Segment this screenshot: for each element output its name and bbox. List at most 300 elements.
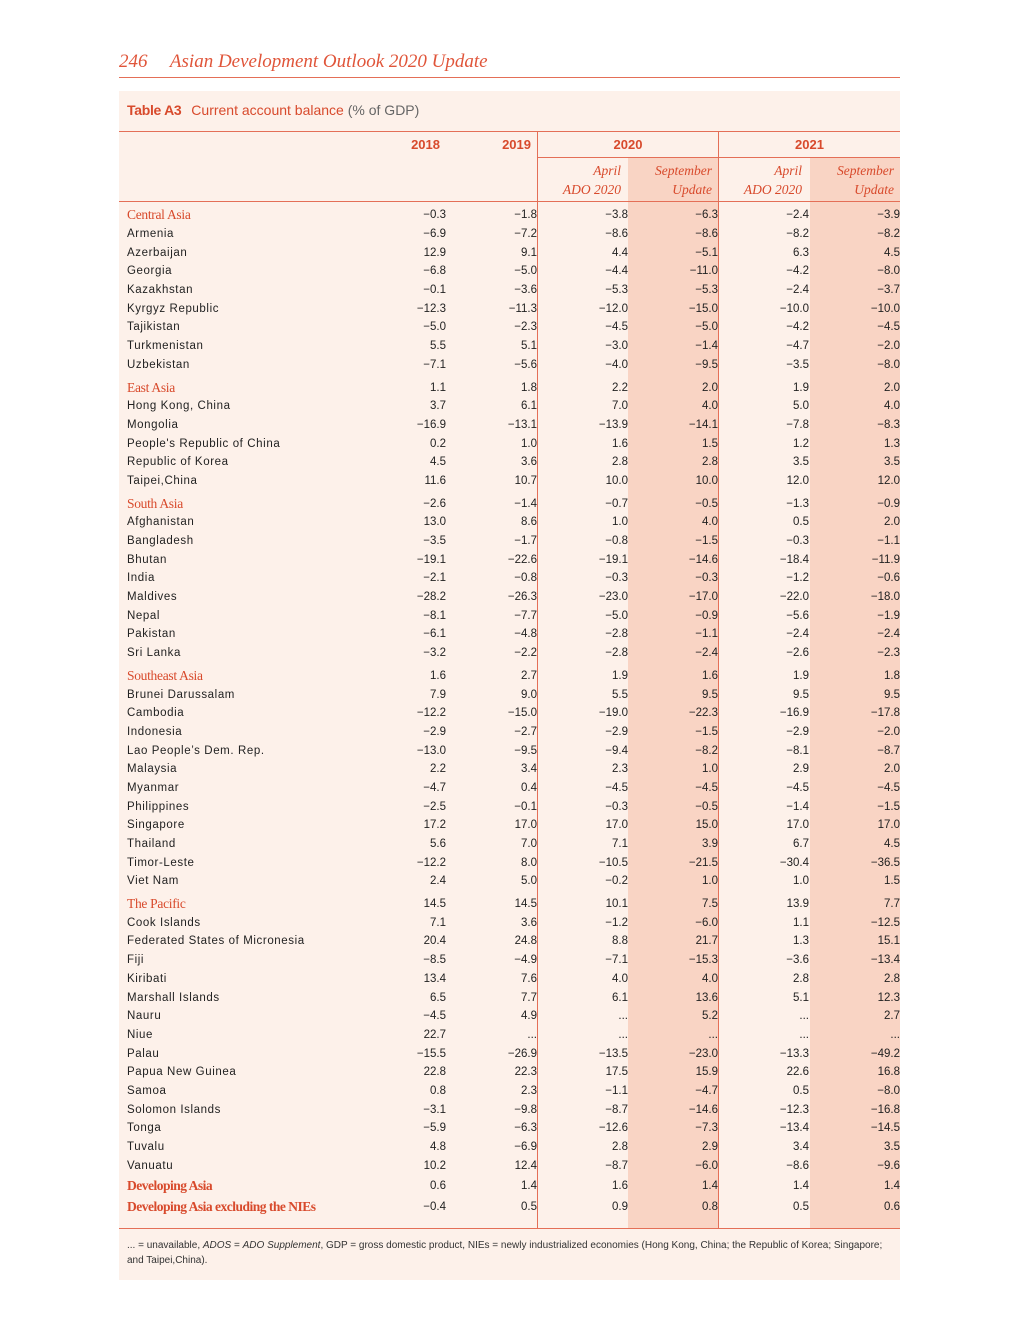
cell-value: 5.6 (430, 838, 446, 851)
cell-value: −28.2 (416, 591, 446, 604)
rule-top (119, 131, 900, 132)
cell-value: 10.2 (423, 1159, 446, 1172)
cell-value: 4.0 (884, 400, 900, 413)
cell-value: −4.7 (695, 1084, 718, 1097)
cell-value: 17.0 (877, 819, 900, 832)
table-row-group (119, 374, 900, 397)
cell-value: −23.0 (688, 1047, 718, 1060)
row-label: Cambodia (127, 707, 185, 720)
table-row (119, 1044, 900, 1063)
table-row (119, 1063, 900, 1082)
table-row (119, 356, 900, 375)
cell-value: 7.0 (521, 838, 537, 851)
cell-value: −1.1 (877, 535, 900, 548)
cell-value: −8.6 (786, 1159, 809, 1172)
cell-value: −22.0 (779, 591, 809, 604)
cell-value: 1.0 (793, 875, 809, 888)
table-row (119, 704, 900, 723)
cell-value: −18.0 (870, 591, 900, 604)
sub-2020-september: September Update (655, 163, 712, 197)
cell-value: −4.9 (514, 954, 537, 967)
cell-value: ... (708, 1028, 718, 1041)
cell-value: 10.0 (605, 474, 628, 487)
cell-value: −4.2 (786, 321, 809, 334)
cell-value: ... (618, 1028, 628, 1041)
table-row (119, 513, 900, 532)
cell-value: 13.0 (423, 516, 446, 529)
row-label: The Pacific (127, 896, 186, 912)
rule-sub-2021 (719, 157, 900, 158)
cell-value: −4.5 (605, 781, 628, 794)
cell-value: −7.7 (514, 609, 537, 622)
cell-value: 7.5 (702, 898, 718, 911)
row-label: Palau (127, 1047, 160, 1060)
cell-value: 5.1 (793, 991, 809, 1004)
cell-value: −0.6 (877, 572, 900, 585)
row-label: Viet Nam (127, 875, 179, 888)
cell-value: −2.4 (786, 628, 809, 641)
cell-value: −6.9 (514, 1141, 537, 1154)
cell-value: 2.9 (702, 1141, 718, 1154)
cell-value: −0.2 (605, 875, 628, 888)
table-row (119, 225, 900, 244)
row-label: Indonesia (127, 725, 183, 738)
cell-value: −4.5 (877, 321, 900, 334)
cell-value: 10.7 (514, 474, 537, 487)
cell-value: 14.5 (423, 898, 446, 911)
header-2021: 2021 (795, 137, 824, 152)
cell-value: −4.7 (786, 340, 809, 353)
row-label: Philippines (127, 800, 190, 813)
cell-value: ... (527, 1028, 537, 1041)
cell-value: −4.8 (514, 628, 537, 641)
cell-value: 0.5 (521, 1200, 537, 1213)
row-label: East Asia (127, 379, 175, 395)
cell-value: −0.3 (605, 800, 628, 813)
cell-value: 1.9 (793, 381, 809, 394)
table-row-group (119, 663, 900, 686)
row-label: Pakistan (127, 628, 176, 641)
row-label: Georgia (127, 265, 173, 278)
cell-value: 4.0 (612, 972, 628, 985)
table-row (119, 988, 900, 1007)
cell-value: −2.7 (514, 725, 537, 738)
cell-value: 1.6 (430, 669, 446, 682)
table-row (119, 1082, 900, 1101)
row-label: Turkmenistan (127, 340, 204, 353)
cell-value: 2.8 (793, 972, 809, 985)
cell-value: −3.8 (605, 209, 628, 222)
cell-value: −3.7 (877, 284, 900, 297)
cell-value: 12.0 (877, 474, 900, 487)
cell-value: −2.9 (786, 725, 809, 738)
header-2019: 2019 (502, 137, 531, 152)
cell-value: −13.4 (870, 954, 900, 967)
cell-value: 24.8 (514, 935, 537, 948)
cell-value: −8.3 (877, 418, 900, 431)
cell-value: 13.9 (786, 898, 809, 911)
row-label: Malaysia (127, 763, 178, 776)
cell-value: 3.4 (793, 1141, 809, 1154)
cell-value: 6.5 (430, 991, 446, 1004)
cell-value: 1.6 (612, 1179, 628, 1192)
cell-value: 6.1 (521, 400, 537, 413)
row-label: Fiji (127, 954, 145, 967)
row-label: Niue (127, 1028, 154, 1041)
cell-value: 1.4 (793, 1179, 809, 1192)
row-label: Republic of Korea (127, 456, 229, 469)
row-label: Thailand (127, 838, 176, 851)
cell-value: −12.3 (779, 1103, 809, 1116)
footnote: ... = unavailable, ADOS = ADO Supplement, GDP = gross domestic product, NIEs = newly industrialized economies (Hong Kong, China; the Republic of Korea; Singapore; and Taipei,China). (127, 1240, 883, 1266)
table-row (119, 434, 900, 453)
cell-value: −3.5 (423, 535, 446, 548)
cell-value: 1.2 (793, 437, 809, 450)
cell-value: 22.7 (423, 1028, 446, 1041)
cell-value: 7.7 (521, 991, 537, 1004)
table-row (119, 299, 900, 318)
row-label: Brunei Darussalam (127, 688, 235, 701)
table-row-total (119, 1175, 900, 1196)
cell-value: −1.1 (605, 1084, 628, 1097)
table-row (119, 723, 900, 742)
cell-value: 5.0 (793, 400, 809, 413)
cell-value: 2.4 (430, 875, 446, 888)
table-row (119, 550, 900, 569)
cell-value: −8.6 (605, 228, 628, 241)
cell-value: −13.1 (507, 418, 537, 431)
cell-value: 20.4 (423, 935, 446, 948)
cell-value: −8.6 (695, 228, 718, 241)
row-label: Developing Asia (127, 1177, 213, 1193)
cell-value: −5.0 (605, 609, 628, 622)
table-row-group (119, 202, 900, 225)
cell-value: −4.5 (423, 1010, 446, 1023)
cell-value: ... (799, 1028, 809, 1041)
cell-value: 2.0 (884, 381, 900, 394)
row-label: Kyrgyz Republic (127, 302, 220, 315)
cell-value: ... (890, 1028, 900, 1041)
table-panel (119, 91, 900, 1280)
table-row (119, 760, 900, 779)
cell-value: 3.4 (521, 763, 537, 776)
cell-value: −19.0 (598, 707, 628, 720)
cell-value: −12.6 (598, 1122, 628, 1135)
cell-value: 1.4 (521, 1179, 537, 1192)
cell-value: 10.1 (605, 898, 628, 911)
cell-value: 17.0 (786, 819, 809, 832)
table-row (119, 569, 900, 588)
row-label: People's Republic of China (127, 437, 281, 450)
cell-value: ... (799, 1010, 809, 1023)
cell-value: −16.9 (416, 418, 446, 431)
cell-value: −9.5 (514, 744, 537, 757)
table-row (119, 1138, 900, 1157)
cell-value: 1.4 (884, 1179, 900, 1192)
cell-value: 0.8 (702, 1200, 718, 1213)
cell-value: 17.2 (423, 819, 446, 832)
row-label: Bhutan (127, 553, 168, 566)
cell-value: −0.9 (695, 609, 718, 622)
cell-value: −2.9 (605, 725, 628, 738)
cell-value: −2.5 (423, 800, 446, 813)
cell-value: −3.6 (514, 284, 537, 297)
cell-value: −14.5 (870, 1122, 900, 1135)
cell-value: 15.9 (695, 1066, 718, 1079)
table-body (119, 202, 900, 1217)
cell-value: 4.5 (884, 838, 900, 851)
cell-value: −0.8 (514, 572, 537, 585)
cell-value: 13.4 (423, 972, 446, 985)
cell-value: 0.5 (793, 516, 809, 529)
cell-value: 4.8 (430, 1141, 446, 1154)
cell-value: −17.8 (870, 707, 900, 720)
cell-value: −3.5 (786, 358, 809, 371)
cell-value: −6.0 (695, 1159, 718, 1172)
cell-value: −4.2 (786, 265, 809, 278)
cell-value: 8.0 (521, 856, 537, 869)
table-row (119, 281, 900, 300)
cell-value: −19.1 (416, 553, 446, 566)
cell-value: 2.8 (702, 456, 718, 469)
cell-value: 12.3 (877, 991, 900, 1004)
cell-value: 7.1 (430, 916, 446, 929)
cell-value: −8.2 (786, 228, 809, 241)
table-row (119, 606, 900, 625)
cell-value: 7.7 (884, 898, 900, 911)
cell-value: −9.5 (695, 358, 718, 371)
cell-value: −2.1 (423, 572, 446, 585)
table-row (119, 1156, 900, 1175)
cell-value: −8.1 (423, 609, 446, 622)
cell-value: 1.5 (884, 875, 900, 888)
cell-value: −7.8 (786, 418, 809, 431)
cell-value: 2.8 (612, 1141, 628, 1154)
cell-value: 3.5 (793, 456, 809, 469)
running-head (119, 50, 900, 78)
cell-value: −6.0 (695, 916, 718, 929)
table-row (119, 1100, 900, 1119)
row-label: Federated States of Micronesia (127, 935, 305, 948)
cell-value: 3.9 (702, 838, 718, 851)
sub-2021-april: April ADO 2020 (743, 163, 802, 197)
cell-value: −0.1 (423, 284, 446, 297)
cell-value: −13.5 (598, 1047, 628, 1060)
table-title-text: Current account balance (191, 102, 344, 118)
cell-value: −49.2 (870, 1047, 900, 1060)
cell-value: 2.7 (521, 669, 537, 682)
cell-value: 1.6 (702, 669, 718, 682)
cell-value: −1.5 (695, 725, 718, 738)
table-row (119, 779, 900, 798)
cell-value: 5.1 (521, 340, 537, 353)
cell-value: 1.1 (793, 916, 809, 929)
cell-value: 0.9 (612, 1200, 628, 1213)
cell-value: 0.5 (793, 1084, 809, 1097)
cell-value: −0.3 (423, 209, 446, 222)
table-row (119, 416, 900, 435)
cell-value: 1.9 (612, 669, 628, 682)
row-label: India (127, 572, 155, 585)
table-row (119, 872, 900, 891)
row-label: Taipei,China (127, 474, 198, 487)
cell-value: 17.0 (605, 819, 628, 832)
cell-value: 9.5 (702, 688, 718, 701)
cell-value: 5.5 (612, 688, 628, 701)
table-row (119, 970, 900, 989)
cell-value: 3.6 (521, 456, 537, 469)
row-label: South Asia (127, 495, 183, 511)
cell-value: 3.6 (521, 916, 537, 929)
table-row (119, 797, 900, 816)
table-row (119, 853, 900, 872)
cell-value: 6.1 (612, 991, 628, 1004)
cell-value: 4.9 (521, 1010, 537, 1023)
cell-value: −8.7 (605, 1159, 628, 1172)
cell-value: −14.6 (688, 553, 718, 566)
cell-value: 1.8 (884, 669, 900, 682)
sub-2020-april: April ADO 2020 (562, 163, 621, 197)
cell-value: −1.4 (695, 340, 718, 353)
table-unit: (% of GDP) (347, 102, 420, 118)
cell-value: −11.0 (689, 265, 718, 278)
row-label: Hong Kong, China (127, 400, 231, 413)
cell-value: −17.0 (688, 591, 718, 604)
cell-value: −30.4 (779, 856, 809, 869)
cell-value: −5.6 (514, 358, 537, 371)
cell-value: 2.2 (612, 381, 628, 394)
cell-value: −8.0 (877, 358, 900, 371)
cell-value: 15.1 (877, 935, 900, 948)
cell-value: 2.2 (430, 763, 446, 776)
cell-value: 9.5 (793, 688, 809, 701)
cell-value: −5.9 (423, 1122, 446, 1135)
cell-value: −1.3 (786, 497, 809, 510)
cell-value: −22.3 (688, 707, 718, 720)
cell-value: −1.7 (514, 535, 537, 548)
cell-value: −7.1 (605, 954, 628, 967)
table-row (119, 337, 900, 356)
cell-value: 8.6 (521, 516, 537, 529)
row-label: Developing Asia excluding the NIEs (127, 1198, 316, 1214)
cell-value: 7.9 (430, 688, 446, 701)
cell-value: 2.0 (884, 516, 900, 529)
table-row (119, 262, 900, 281)
cell-value: 1.3 (793, 935, 809, 948)
cell-value: −13.9 (598, 418, 628, 431)
cell-value: −2.8 (605, 647, 628, 660)
cell-value: −13.4 (779, 1122, 809, 1135)
table-row (119, 1119, 900, 1138)
table-row (119, 741, 900, 760)
cell-value: −8.0 (877, 1084, 900, 1097)
table-row (119, 913, 900, 932)
cell-value: 0.2 (430, 437, 446, 450)
row-label: Myanmar (127, 781, 180, 794)
cell-value: −12.2 (416, 707, 446, 720)
cell-value: −26.3 (507, 591, 537, 604)
cell-value: 7.1 (612, 838, 628, 851)
cell-value: −12.2 (416, 856, 446, 869)
cell-value: 4.5 (430, 456, 446, 469)
cell-value: −5.0 (514, 265, 537, 278)
cell-value: 21.7 (695, 935, 718, 948)
cell-value: 2.7 (884, 1010, 900, 1023)
row-label: Tonga (127, 1122, 162, 1135)
cell-value: 1.0 (702, 763, 718, 776)
cell-value: 0.6 (430, 1179, 446, 1192)
cell-value: −10.5 (598, 856, 628, 869)
cell-value: −2.3 (877, 647, 900, 660)
row-label: Solomon Islands (127, 1103, 222, 1116)
cell-value: −0.7 (605, 497, 628, 510)
cell-value: −1.5 (695, 535, 718, 548)
cell-value: −7.3 (695, 1122, 718, 1135)
cell-value: −5.1 (695, 246, 718, 259)
cell-value: −2.4 (786, 284, 809, 297)
cell-value: 15.0 (695, 819, 718, 832)
cell-value: −0.3 (695, 572, 718, 585)
cell-value: −16.8 (870, 1103, 900, 1116)
page-number: 246 (119, 51, 148, 72)
cell-value: −12.3 (416, 302, 446, 315)
cell-value: −6.1 (423, 628, 446, 641)
cell-value: −22.6 (507, 553, 537, 566)
cell-value: −21.5 (688, 856, 718, 869)
cell-value: 12.4 (514, 1159, 537, 1172)
cell-value: −0.8 (605, 535, 628, 548)
table-row (119, 472, 900, 491)
cell-value: −1.8 (514, 209, 537, 222)
row-label: Armenia (127, 228, 175, 241)
cell-value: −13.3 (779, 1047, 809, 1060)
cell-value: 3.5 (884, 1141, 900, 1154)
cell-value: −9.8 (514, 1103, 537, 1116)
cell-value: −8.5 (423, 954, 446, 967)
cell-value: 2.0 (702, 381, 718, 394)
cell-value: −2.4 (877, 628, 900, 641)
row-label: Marshall Islands (127, 991, 220, 1004)
cell-value: −2.2 (514, 647, 537, 660)
row-label: Cook Islands (127, 916, 201, 929)
cell-value: 5.5 (430, 340, 446, 353)
cell-value: −4.0 (605, 358, 628, 371)
cell-value: −36.5 (870, 856, 900, 869)
cell-value: −5.6 (786, 609, 809, 622)
cell-value: −15.3 (688, 954, 718, 967)
table-row (119, 685, 900, 704)
row-label: Kazakhstan (127, 284, 194, 297)
cell-value: 1.9 (793, 669, 809, 682)
cell-value: −5.3 (605, 284, 628, 297)
cell-value: −4.5 (786, 781, 809, 794)
row-label: Samoa (127, 1084, 167, 1097)
cell-value: −11.9 (871, 553, 900, 566)
cell-value: 3.5 (884, 456, 900, 469)
cell-value: −26.9 (507, 1047, 537, 1060)
table-row-group (119, 490, 900, 513)
cell-value: −2.4 (695, 647, 718, 660)
cell-value: −7.2 (514, 228, 537, 241)
cell-value: −16.9 (779, 707, 809, 720)
cell-value: −5.3 (695, 284, 718, 297)
cell-value: −3.1 (423, 1103, 446, 1116)
cell-value: 4.0 (702, 400, 718, 413)
rule-table-bottom (119, 1228, 900, 1229)
cell-value: −6.8 (423, 265, 446, 278)
cell-value: 8.8 (612, 935, 628, 948)
row-label: Lao People’s Dem. Rep. (127, 744, 265, 757)
